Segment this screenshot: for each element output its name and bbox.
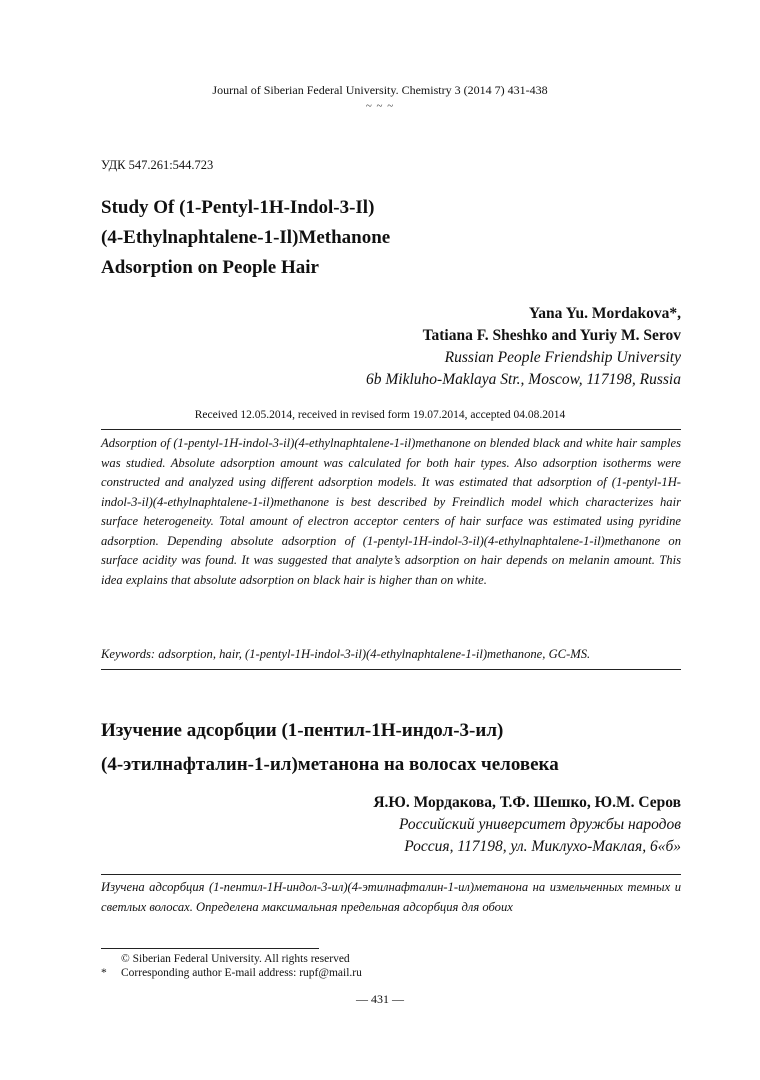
abstract-english: Adsorption of (1-pentyl-1H-indol-3-il)(4-ethylnaphtalene-1-il)methanone on blended black and white hair samples was studied. Absolute adsorption amount was calculated for both hair types. Also adsorption isotherms were constructed and analyzed using different adsorption models. It was estimated that adsorption of (1-pentyl-1H-indol-3-il)(4-ethylnaphtalene-1-il)methanone is best described by Freindlich model which characterizes hair surface heterogeneity. Total amount of electron acceptor centers of hair surface was estimated using pyridine adsorption. Depending absolute adsorption of (1-pentyl-1H-indol-3-il)(4-ethylnaphtalene-1-il)methanone on surface acidity was found. It was suggested that analyte’s adsorption on hair depends on melanin amount. This idea explains that absolute adsorption on black hair is higher than on white. [101, 436, 681, 587]
footnotes [101, 952, 362, 980]
divider [101, 429, 681, 430]
author-line: Tatiana F. Sheshko and Yuriy M. Serov [422, 327, 681, 344]
footnote-rule [101, 948, 319, 949]
author-line: Yana Yu. Mordakova*, [528, 305, 681, 322]
header-ornament: ~ ~ ~ [365, 100, 395, 112]
keywords-english: Keywords: adsorption, hair, (1-pentyl-1H-indol-3-il)(4-ethylnaphtalene-1-il)methanone, GC-MS. [101, 647, 591, 661]
affiliation-line: Russian People Friendship University [444, 349, 681, 366]
authors-english [366, 303, 681, 391]
title-line: Study Of (1-Pentyl-1H-Indol-3-Il) [101, 197, 375, 218]
udk-code: УДК 547.261:544.723 [101, 158, 214, 172]
journal-header: Journal of Siberian Federal University. Chemistry 3 (2014 7) 431-438 [212, 83, 548, 97]
asterisk-mark: * [101, 967, 107, 979]
footnote-corresponding [101, 966, 362, 980]
page-number: — 431 — [356, 992, 404, 1006]
title-line: (4-этилнафталин-1-ил)метанона на волосах человека [101, 754, 559, 775]
affiliation-line: Россия, 117198, ул. Миклухо-Маклая, 6«б» [404, 838, 681, 855]
abstract-russian: Изучена адсорбция (1-пентил-1Н-индол-3-ил)(4-этилнафталин-1-ил)метанона на измельченных темных и светлых волосах. Определена максимальная предельная адсорбция для обоих [101, 880, 681, 914]
footnote-copyright [101, 952, 362, 966]
divider [101, 874, 681, 875]
author-line: Я.Ю. Мордакова, Т.Ф. Шешко, Ю.М. Серов [373, 794, 681, 811]
affiliation-line: Российский университет дружбы народов [399, 816, 681, 833]
divider [101, 669, 681, 670]
copyright-text: © Siberian Federal University. All rights reserved [121, 953, 350, 965]
title-line: (4-Ethylnaphtalene-1-Il)Methanone [101, 227, 391, 248]
title-russian [101, 714, 559, 782]
title-line: Изучение адсорбции (1-пентил-1Н-индол-3-ил) [101, 720, 504, 741]
affiliation-line: 6b Mikluho-Maklaya Str., Moscow, 117198, Russia [366, 371, 681, 388]
corresponding-email: Corresponding author E-mail address: rupf@mail.ru [121, 967, 362, 979]
title-line: Adsorption on People Hair [101, 257, 319, 278]
authors-russian [373, 792, 681, 858]
received-dates: Received 12.05.2014, received in revised form 19.07.2014, accepted 04.08.2014 [194, 409, 566, 421]
title-english [101, 193, 390, 283]
